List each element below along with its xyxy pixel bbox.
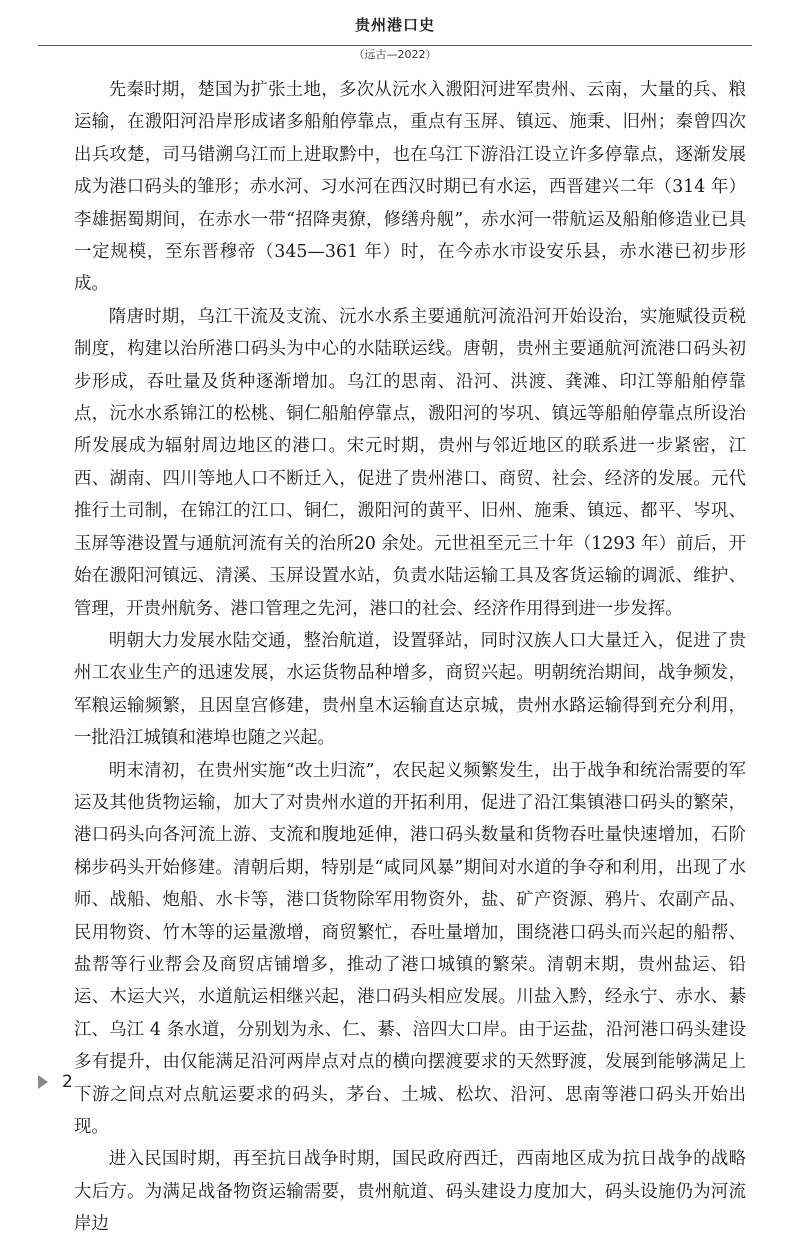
book-title: 贵州港口史 [354,16,435,34]
book-subtitle [0,46,790,62]
paragraph-pre-qin: 先秦时期，楚国为扩张土地，多次从沅水入溵阳河进军贵州、云南，大量的兵、粮运输，在溵阳河沿岸形成诸多船舶停靠点，重点有玉屏、镇远、施秉、旧州；秦曾四次出兵攻楚，司马错溯乌江而上进取黔中，也在乌江下游沿江设立许多停靠点，逐渐发展成为港口码头的雏形；赤水河、习水河在西汉时期已有水运，西晋建兴二年（314 年）李雄据蜀期间，在赤水一带“招降夷獠，修缮舟舰”，赤水河一带航运及船舶修造业已具一定规模，至东晋穆帝（345—361 年）时，在今赤水市设安乐县，赤水港已初步形成。 [74,80,746,295]
book-subtitle-text: （远古—2022） [348,48,443,61]
triangle-right-icon [38,1075,48,1089]
paragraph-republic: 进入民国时期，再至抗日战争时期，国民政府西迁，西南地区成为抗日战争的战略大后方。为满足战备物资运输需要，贵州航道、码头建设力度加大，码头设施仍为河流岸边 [74,1149,746,1235]
paragraph-ming: 明朝大力发展水陆交通，整治航道，设置驿站，同时汉族人口大量迁入，促进了贵州工农业生产的迅速发展，水运货物品种增多，商贸兴起。明朝统治期间，战争频发，军粮运输频繁，且因皇宫修建，贵州皇木运输直达京城，贵州水路运输得到充分利用，一批沿江城镇和港埠也随之兴起。 [74,630,746,749]
page-header [0,0,790,70]
body-text [74,74,746,1241]
page-number: 2 [62,1072,73,1092]
page-footer [38,1070,73,1094]
paragraph-sui-tang-song-yuan: 隋唐时期，乌江干流及支流、沅水水系主要通航河流沿河开始设治，实施赋役贡税制度，构建以治所港口码头为中心的水陆联运线。唐朝，贵州主要通航河流港口码头初步形成，吞吐量及货种逐渐增加。乌江的思南、沿河、洪渡、龚滩、印江等船舶停靠点，沅水水系锦江的松桃、铜仁船舶停靠点，溵阳河的岑巩、镇远等船舶停靠点所设治所发展成为辐射周边地区的港口。宋元时期，贵州与邻近地区的联系进一步紧密，江西、湖南、四川等地人口不断迁入，促进了贵州港口、商贸、社会、经济的发展。元代推行土司制，在锦江的江口、铜仁，溵阳河的黄平、旧州、施秉、镇远、都平、岑巩、玉屏等港设置与通航河流有关的治所20 余处。元世祖至元三十年（1293 年）前后，开始在溵阳河镇远、清溪、玉屏设置水站，负责水陆运输工具及客货运输的调派、维护、管理，开贵州航务、港口管理之先河，港口的社会、经济作用得到进一步发挥。 [74,306,746,619]
paragraph-late-ming-qing: 明末清初，在贵州实施“改土归流”，农民起义频繁发生，出于战争和统治需要的军运及其他货物运输，加大了对贵州水道的开拓利用，促进了沿江集镇港口码头的繁荣，港口码头向各河流上游、支流和腹地延伸，港口码头数量和货物吞吐量快速增加，石阶梯步码头开始修建。清朝后期，特别是“咸同风暴”期间对水道的争夺和利用，出现了水师、战船、炮船、水卡等，港口货物除军用物资外，盐、矿产资源、鸦片、农副产品、民用物资、竹木等的运量激增，商贸繁忙，吞吐量增加，围绕港口码头而兴起的船帮、盐帮等行业帮会及商贸店铺增多，推动了港口城镇的繁荣。清朝末期，贵州盐运、铅运、木运大兴，水道航运相继兴起，港口码头相应发展。川盐入黔，经永宁、赤水、綦江、乌江 4 条水道，分别划为永、仁、綦、涪四大口岸。由于运盐，沿河港口码头建设多有提升，由仅能满足沿河两岸点对点的横向摆渡要求的天然野渡，发展到能够满足上下游之间点对点航运要求的码头，茅台、土城、松坎、沿河、思南等港口码头开始出现。 [74,760,746,1137]
